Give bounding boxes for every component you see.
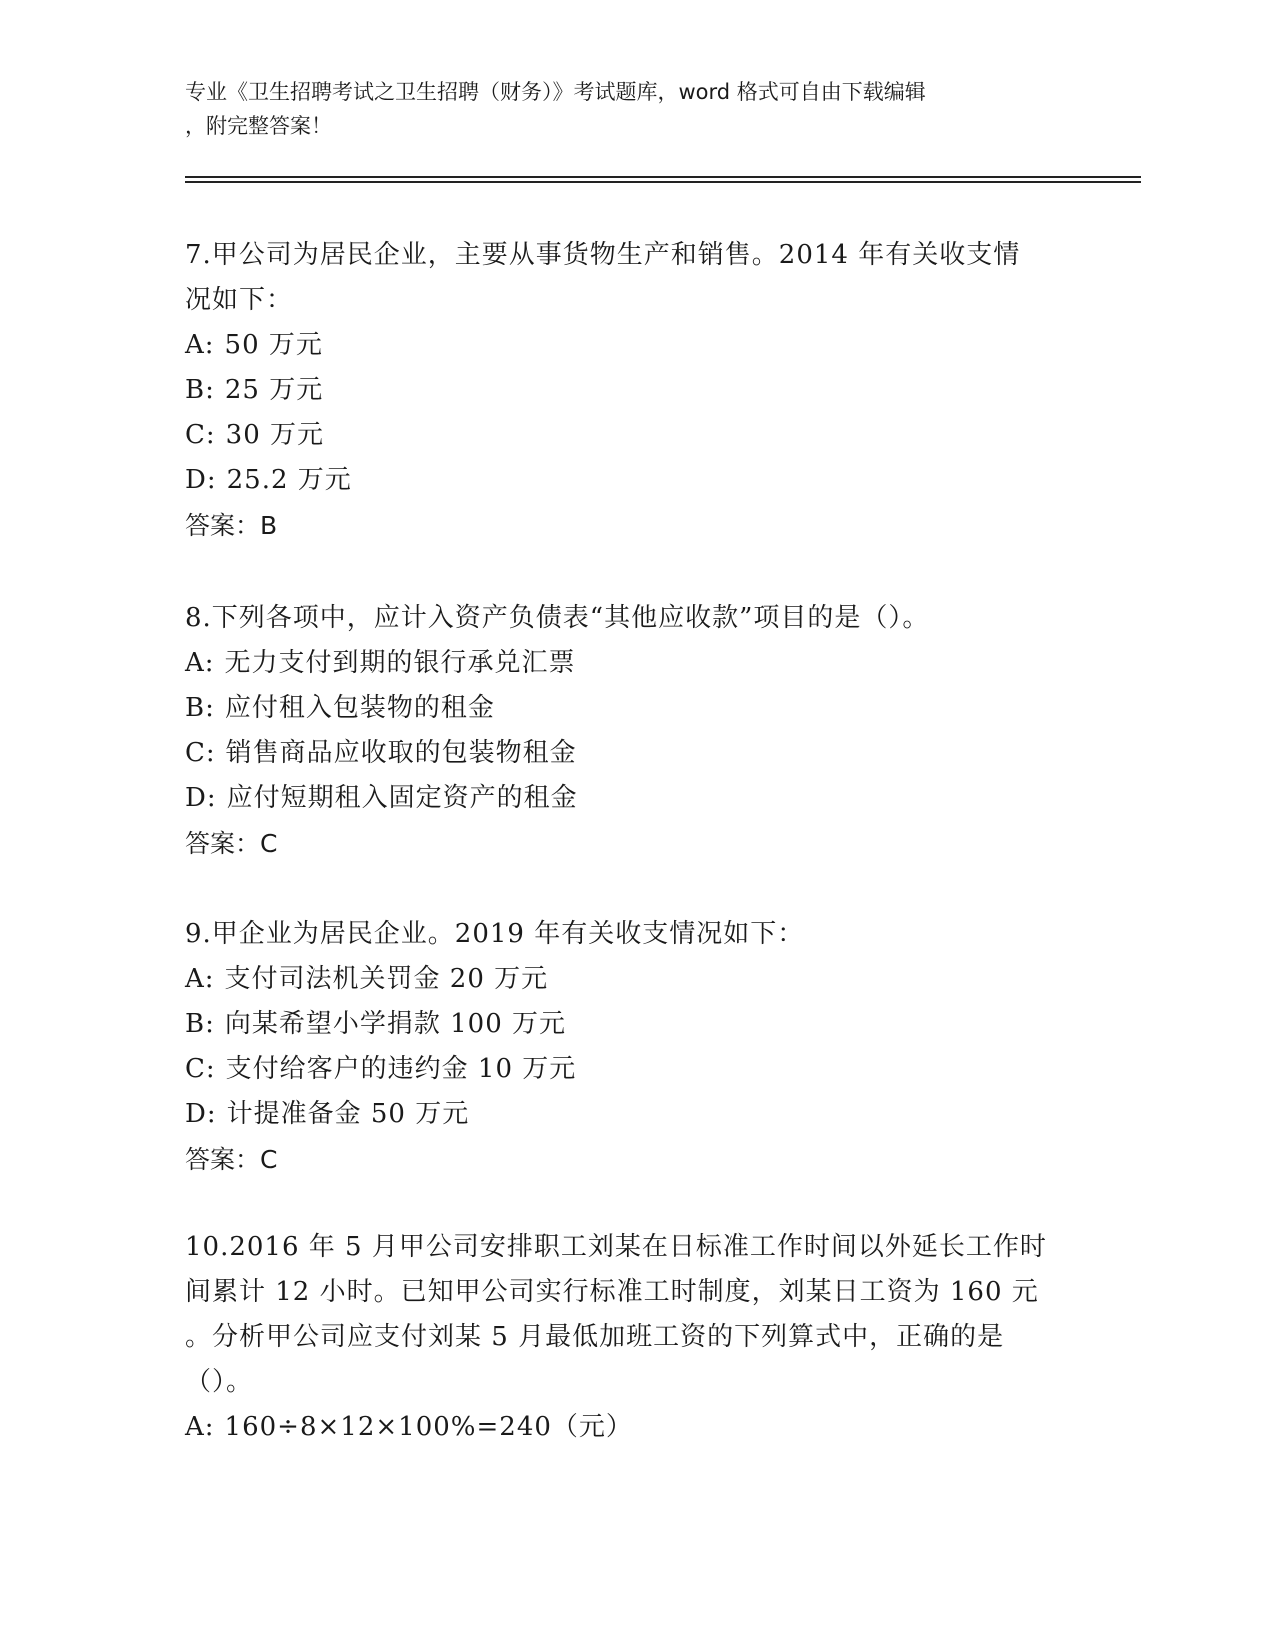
header-line-2: ，附完整答案！ xyxy=(185,114,332,138)
question-stem-line: 10.2016 年 5 月甲公司安排职工刘某在日标准工作时间以外延长工作时 xyxy=(185,1232,1047,1262)
question-10 xyxy=(185,1225,1085,1450)
question-stem-line: 。分析甲公司应支付刘某 5 月最低加班工资的下列算式中，正确的是 xyxy=(185,1322,1005,1352)
option-text: 向某希望小学捐款 100 万元 xyxy=(224,1009,567,1039)
option-text: 应付租入包装物的租金 xyxy=(224,693,495,723)
option-label: B: xyxy=(185,375,215,405)
option-text: 销售商品应收取的包装物租金 xyxy=(225,738,577,768)
option-label: D: xyxy=(185,465,217,495)
option-d xyxy=(185,776,1085,821)
option-c xyxy=(185,731,1085,776)
option-label: B: xyxy=(185,693,215,723)
option-label: A: xyxy=(185,964,215,994)
option-text: 应付短期租入固定资产的租金 xyxy=(226,783,578,813)
option-b xyxy=(185,368,1085,413)
question-7 xyxy=(185,233,1085,549)
option-text: 25 万元 xyxy=(224,375,324,405)
question-9 xyxy=(185,912,1085,1183)
option-b xyxy=(185,1002,1085,1047)
question-stem-line: 7.甲公司为居民企业，主要从事货物生产和销售。2014 年有关收支情 xyxy=(185,240,1021,270)
option-text: 支付司法机关罚金 20 万元 xyxy=(224,964,549,994)
option-label: C: xyxy=(185,738,216,768)
option-text: 30 万元 xyxy=(225,420,325,450)
question-stem-line: 况如下： xyxy=(185,285,294,315)
header-line-1: 专业《卫生招聘考试之卫生招聘（财务）》考试题库，word 格式可自由下载编辑 xyxy=(185,80,926,104)
option-a xyxy=(185,957,1085,1002)
question-stem-line: 间累计 12 小时。已知甲公司实行标准工时制度，刘某日工资为 160 元 xyxy=(185,1277,1039,1307)
option-a xyxy=(185,641,1085,686)
option-label: D: xyxy=(185,1099,217,1129)
option-text: 25.2 万元 xyxy=(226,465,352,495)
option-label: A: xyxy=(185,1412,215,1442)
answer-line: 答案：C xyxy=(185,1145,278,1174)
option-a xyxy=(185,1405,1085,1450)
option-label: A: xyxy=(185,648,215,678)
option-text: 支付给客户的违约金 10 万元 xyxy=(225,1054,577,1084)
option-b xyxy=(185,686,1085,731)
option-label: B: xyxy=(185,1009,215,1039)
question-stem-line: 8.下列各项中，应计入资产负债表“其他应收款”项目的是（）。 xyxy=(185,603,930,633)
header-divider-bottom xyxy=(185,181,1141,183)
option-label: A: xyxy=(185,330,215,360)
question-8 xyxy=(185,596,1085,867)
option-c xyxy=(185,1047,1085,1092)
option-text: 50 万元 xyxy=(224,330,323,360)
answer-line: 答案：C xyxy=(185,829,278,858)
option-c xyxy=(185,413,1085,458)
question-stem-line: 9.甲企业为居民企业。2019 年有关收支情况如下： xyxy=(185,919,805,949)
option-a xyxy=(185,323,1085,368)
option-text: 160÷8×12×100%=240（元） xyxy=(224,1412,633,1442)
option-label: C: xyxy=(185,420,216,450)
option-label: D: xyxy=(185,783,217,813)
header-divider-top xyxy=(185,176,1141,178)
option-text: 无力支付到期的银行承兑汇票 xyxy=(224,648,576,678)
option-label: C: xyxy=(185,1054,216,1084)
option-text: 计提准备金 50 万元 xyxy=(226,1099,470,1129)
document-header xyxy=(185,75,1085,143)
answer-line: 答案：B xyxy=(185,511,278,540)
option-d xyxy=(185,1092,1085,1137)
option-d xyxy=(185,458,1085,503)
question-stem-line: （）。 xyxy=(185,1367,254,1397)
